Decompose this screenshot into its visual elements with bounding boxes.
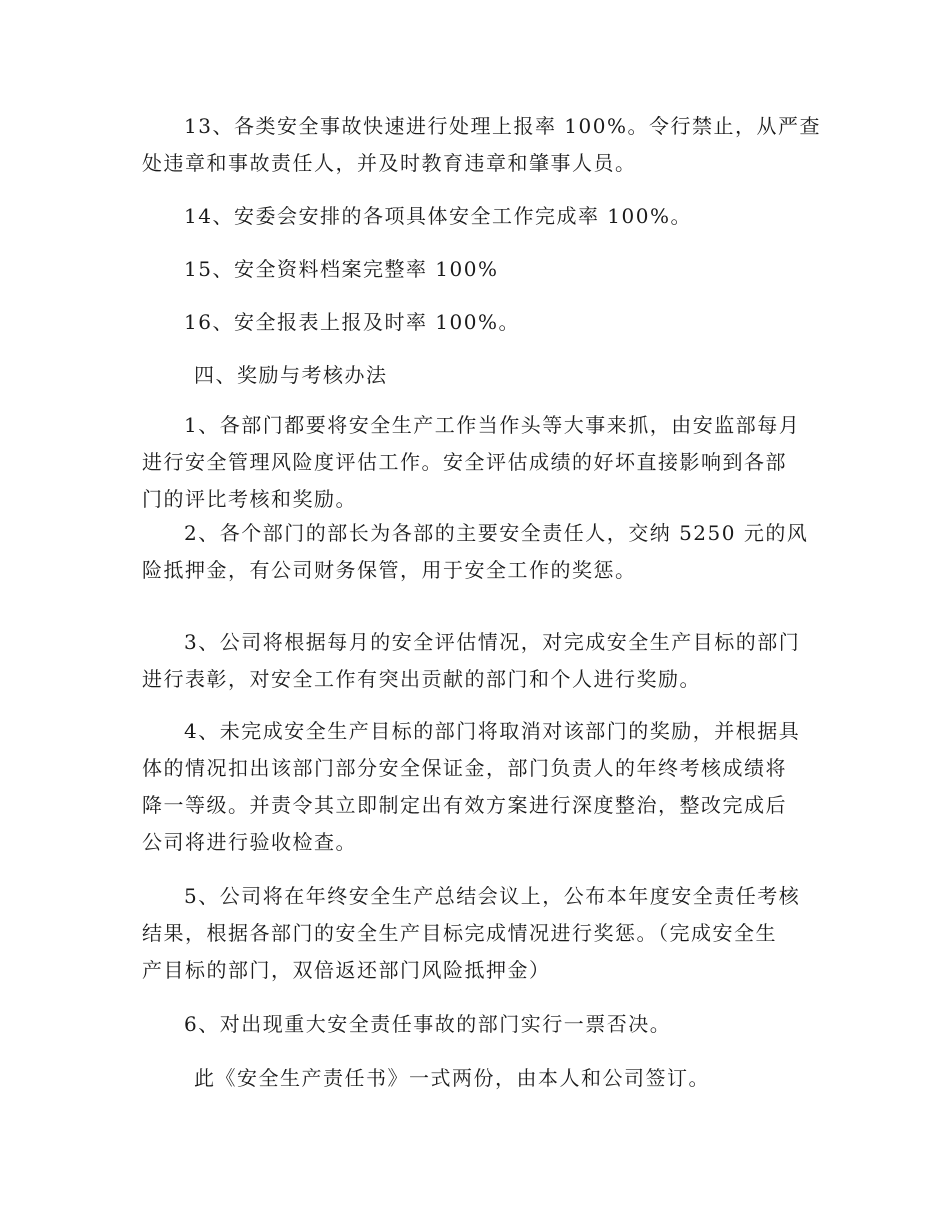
paragraph-rule-5 bbox=[142, 878, 808, 989]
paragraph-line: 3、公司将根据每月的安全评估情况，对完成安全生产目标的部门 bbox=[184, 630, 801, 654]
paragraph-line: 进行安全管理风险度评估工作。安全评估成绩的好坏直接影响到各部 bbox=[142, 450, 787, 474]
paragraph-rule-4 bbox=[142, 713, 808, 861]
paragraph-rule-6 bbox=[142, 1006, 808, 1043]
closing-line: 此《安全生产责任书》一式两份，由本人和公司签订。 bbox=[194, 1066, 710, 1090]
paragraph-rule-3 bbox=[142, 624, 808, 698]
paragraph-line: 险抵押金，有公司财务保管，用于安全工作的奖惩。 bbox=[142, 558, 637, 582]
paragraph-line: 6、对出现重大安全责任事故的部门实行一票否决。 bbox=[184, 1012, 672, 1036]
paragraph-line: 2、各个部门的部长为各部的主要安全责任人，交纳 5250 元的风 bbox=[184, 521, 809, 545]
paragraph-item-16 bbox=[142, 304, 808, 341]
paragraph-item-13 bbox=[142, 108, 821, 182]
paragraph-line: 16、安全报表上报及时率 100%。 bbox=[184, 310, 520, 334]
paragraph-line: 公司将进行验收检查。 bbox=[142, 830, 357, 854]
paragraph-line: 门的评比考核和奖励。 bbox=[142, 487, 357, 511]
paragraph-line: 5、公司将在年终安全生产总结会议上，公布本年度安全责任考核 bbox=[184, 884, 801, 908]
paragraph-line: 处违章和事故责任人，并及时教育违章和肇事人员。 bbox=[142, 151, 637, 175]
paragraph-line: 进行表彰，对安全工作有突出贡献的部门和个人进行奖励。 bbox=[142, 667, 701, 691]
paragraph-line: 14、安委会安排的各项具体安全工作完成率 100%。 bbox=[184, 204, 692, 228]
heading-line: 四、奖励与考核办法 bbox=[194, 363, 388, 387]
paragraph-line: 4、未完成安全生产目标的部门将取消对该部门的奖励，并根据具 bbox=[184, 719, 801, 743]
paragraph-item-15 bbox=[142, 251, 808, 288]
paragraph-line: 降一等级。并责令其立即制定出有效方案进行深度整治，整改完成后 bbox=[142, 793, 787, 817]
paragraph-item-14 bbox=[142, 198, 808, 235]
section-heading bbox=[142, 357, 808, 394]
paragraph-line: 1、各部门都要将安全生产工作当作头等大事来抓，由安监部每月 bbox=[184, 413, 801, 437]
paragraph-line: 产目标的部门，双倍返还部门风险抵押金） bbox=[142, 958, 551, 982]
paragraph-line: 13、各类安全事故快速进行处理上报率 100%。令行禁止，从严查 bbox=[184, 114, 821, 138]
paragraph-rule-2 bbox=[142, 515, 808, 589]
paragraph-rule-1 bbox=[142, 407, 808, 518]
paragraph-line: 体的情况扣出该部门部分安全保证金，部门负责人的年终考核成绩将 bbox=[142, 756, 787, 780]
paragraph-line: 15、安全资料档案完整率 100% bbox=[184, 257, 499, 281]
closing-statement bbox=[142, 1060, 808, 1097]
paragraph-line: 结果，根据各部门的安全生产目标完成情况进行奖惩。（完成安全生 bbox=[142, 921, 777, 945]
